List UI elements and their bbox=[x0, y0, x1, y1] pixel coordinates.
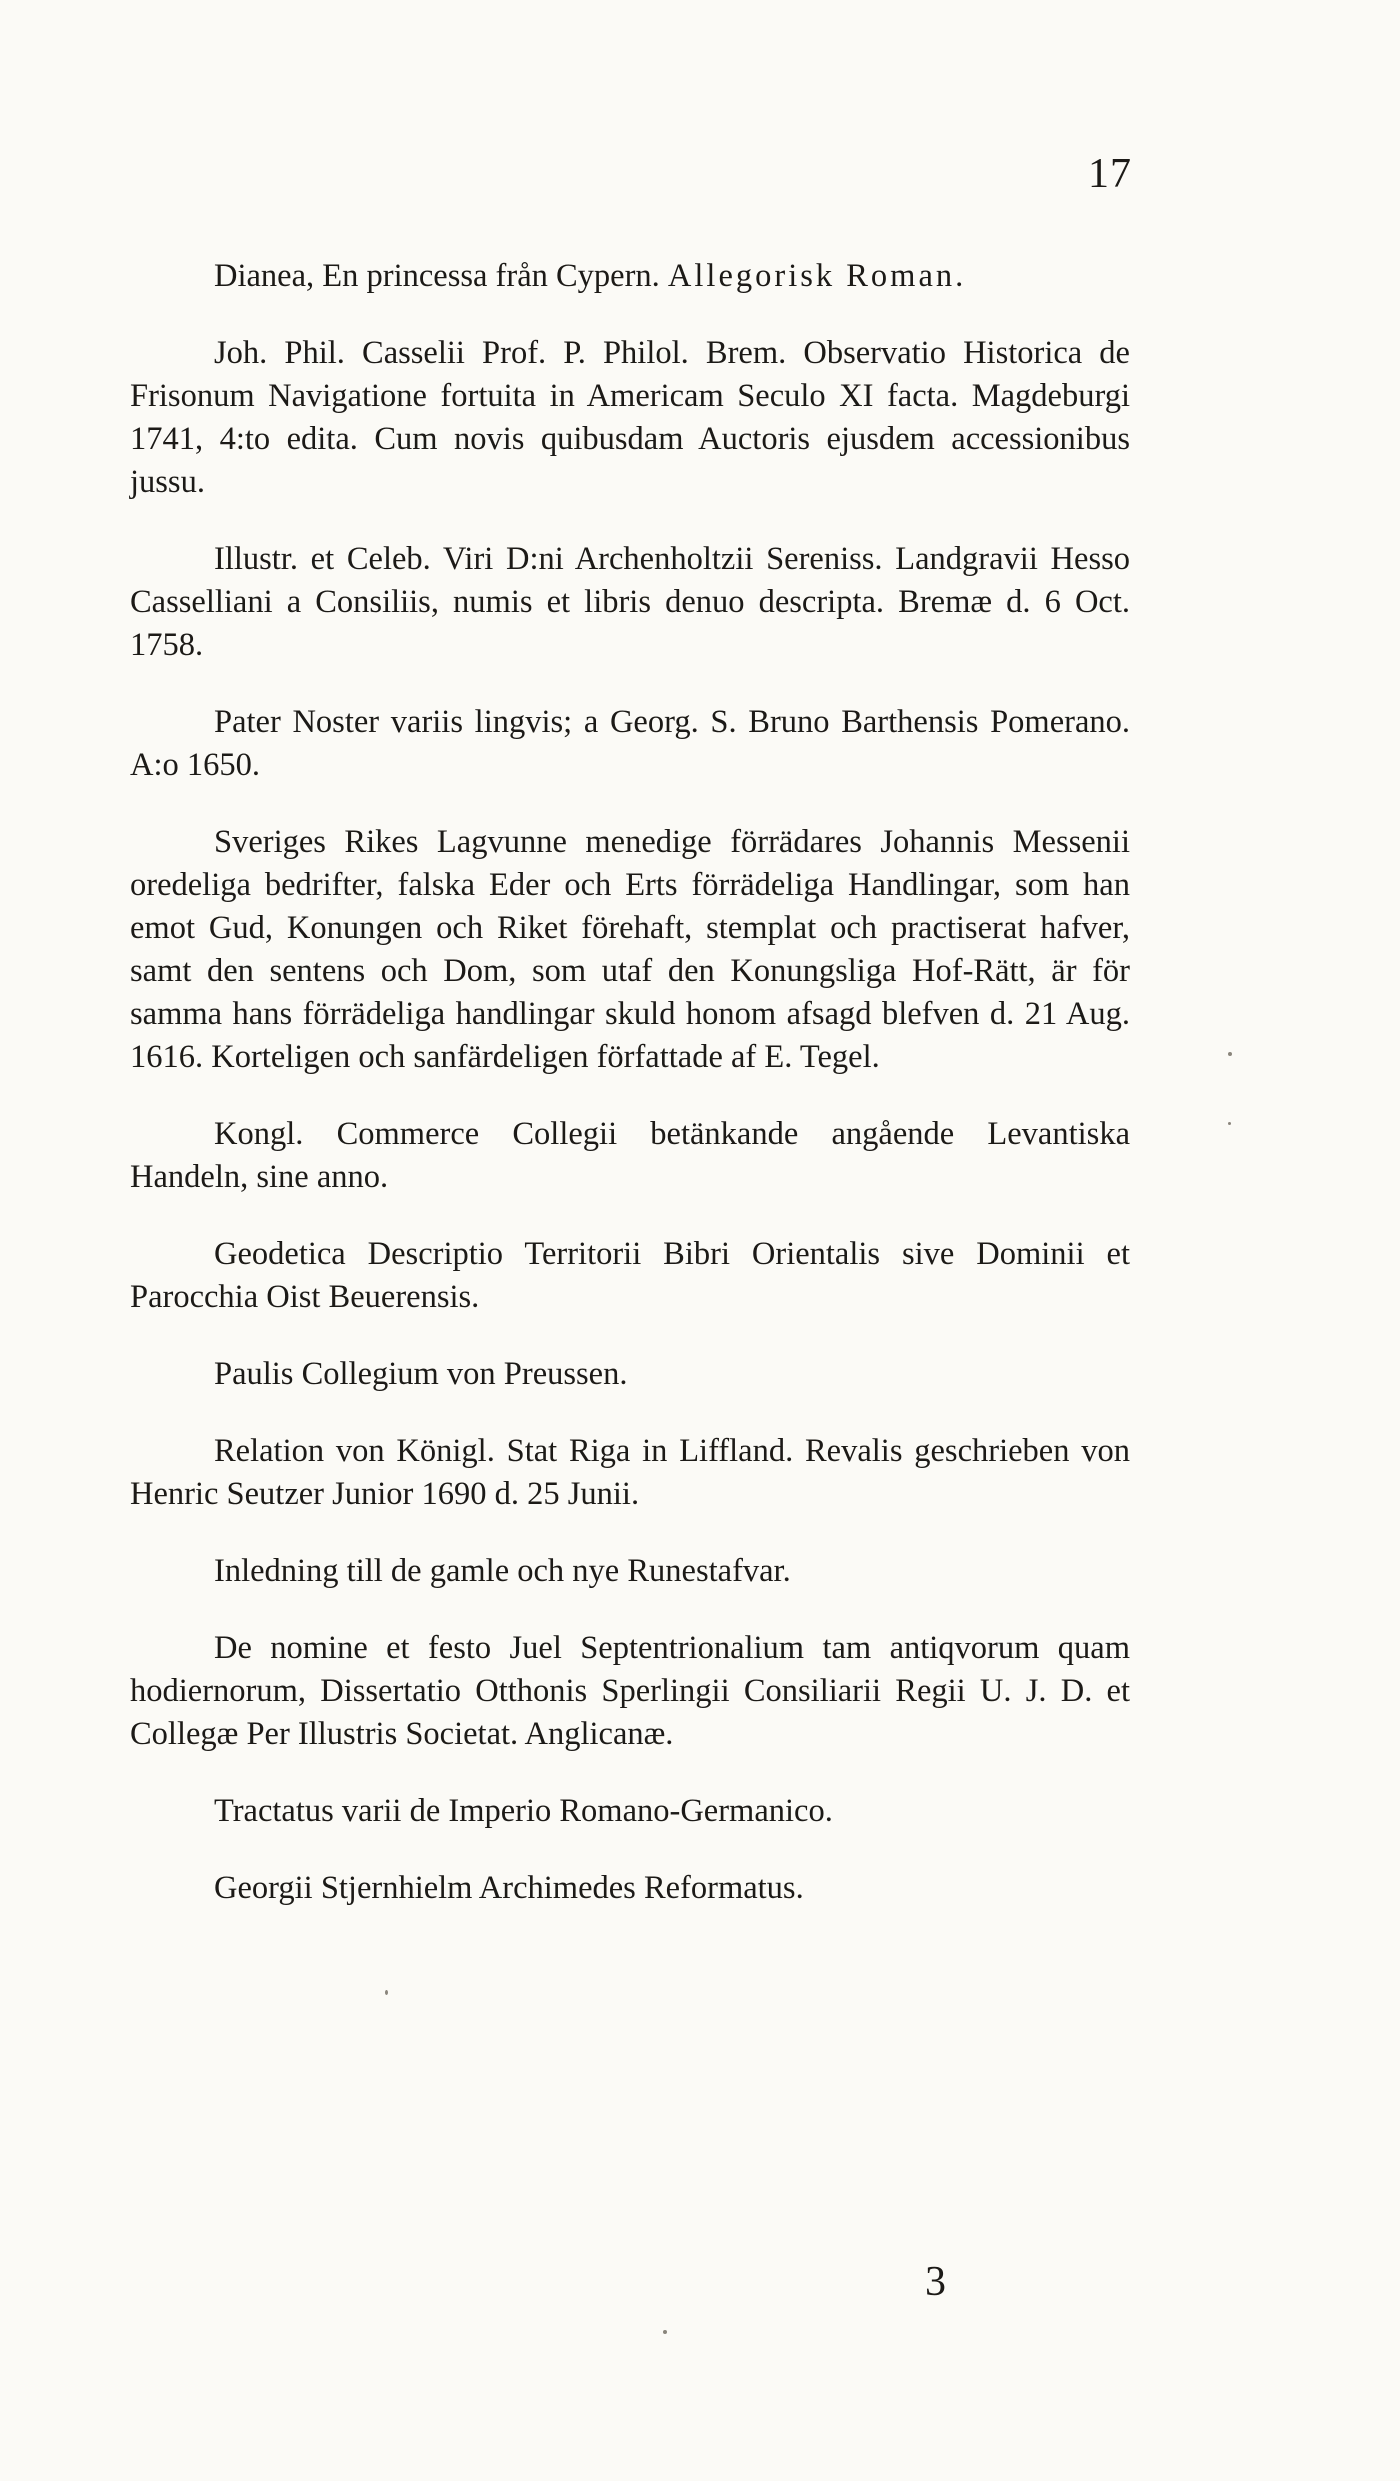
paper-speck bbox=[385, 1990, 388, 1995]
paper-speck bbox=[1228, 1052, 1232, 1056]
entry-text: Dianea, En princessa från Cypern. bbox=[214, 258, 660, 294]
bibliography-entry: Illustr. et Celeb. Viri D:ni Archenholtzii Sereniss. Landgravii Hesso Casselliani a Consiliis, numis et libris denuo descripta. Bremæ d. 6 Oct. 1758. bbox=[130, 541, 1130, 663]
bibliography-entry: Geodetica Descriptio Territorii Bibri Orientalis sive Dominii et Parocchia Oist Beuerensis. bbox=[130, 1236, 1130, 1315]
page-number: 17 bbox=[1088, 151, 1132, 197]
paper-speck bbox=[1228, 1122, 1231, 1125]
signature-mark: 3 bbox=[925, 2259, 946, 2305]
bibliography-entry: Sveriges Rikes Lagvunne menedige förrädares Johannis Messenii oredeliga bedrifter, falska Eder och Erts förrädeliga Handlingar, som han emot Gud, Konungen och Riket förehaft, stemplat och practiserat hafver, samt den sentens och Dom, som utaf den Konungsliga Hof-Rätt, är för samma hans förrädeliga handlingar skuld honom afsagd blefven d. 21 Aug. 1616. Korteligen och sanfärdeligen författade af E. Tegel. bbox=[130, 824, 1130, 1075]
bibliography-entry bbox=[130, 255, 1130, 298]
bibliography-list bbox=[130, 255, 1130, 1944]
bibliography-entry: Paulis Collegium von Preussen. bbox=[214, 1356, 628, 1392]
bibliography-entry: Tractatus varii de Imperio Romano-Germanico. bbox=[214, 1793, 833, 1829]
bibliography-entry: Georgii Stjernhielm Archimedes Reformatus. bbox=[214, 1870, 804, 1906]
bibliography-entry: Inledning till de gamle och nye Runestafvar. bbox=[214, 1553, 791, 1589]
bibliography-entry: Joh. Phil. Casselii Prof. P. Philol. Brem. Observatio Historica de Frisonum Navigatione fortuita in Americam Seculo XI facta. Magdeburgi 1741, 4:to edita. Cum novis quibusdam Auctoris ejusdem accessionibus jussu. bbox=[130, 335, 1130, 500]
bibliography-entry: De nomine et festo Juel Septentrionalium tam antiqvorum quam hodiernorum, Dissertatio Otthonis Sperlingii Consiliarii Regii U. J. D. et Collegæ Per Illustris Societat. Anglicanæ. bbox=[130, 1630, 1130, 1752]
bibliography-entry: Relation von Königl. Stat Riga in Liffland. Revalis geschrieben von Henric Seutzer Junior 1690 d. 25 Junii. bbox=[130, 1433, 1130, 1512]
paper-speck bbox=[663, 2330, 667, 2334]
entry-text-spaced: Allegorisk Roman. bbox=[667, 258, 967, 294]
bibliography-entry: Pater Noster variis lingvis; a Georg. S. Bruno Barthensis Pomerano. A:o 1650. bbox=[130, 704, 1130, 783]
bibliography-entry: Kongl. Commerce Collegii betänkande angående Levantiska Handeln, sine anno. bbox=[130, 1116, 1130, 1195]
